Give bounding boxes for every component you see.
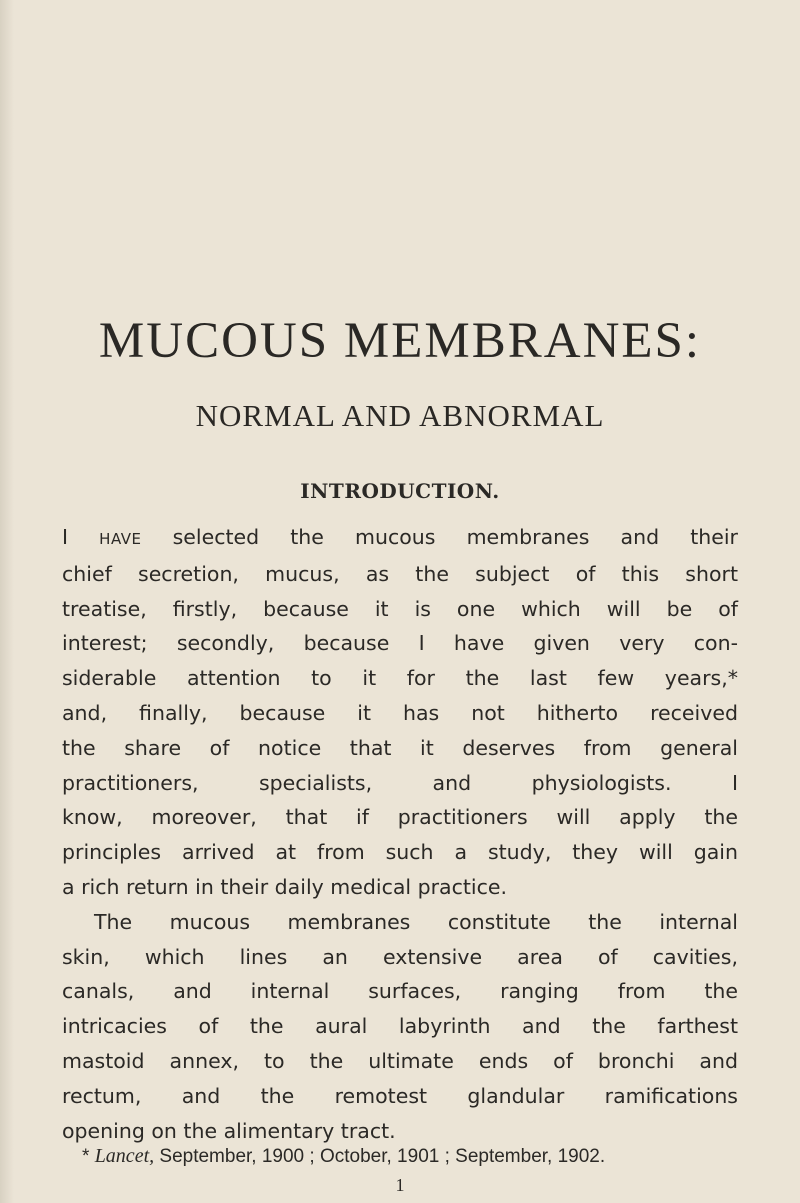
first-word: I [62,525,69,549]
text-line: opening on the alimentary tract. [62,1118,396,1143]
first-word-smallcaps: HAVE [99,530,142,548]
text-line: and, finally, because it has not hitherto received [62,700,738,725]
text-line: mastoid annex, to the ultimate ends of bronchi and [62,1048,738,1073]
page-subtitle: NORMAL AND ABNORMAL [195,398,605,433]
text-line: know, moreover, that if practitioners will apply the [62,805,738,830]
page-number: 1 [395,1175,405,1195]
text-line: I HAVE selected the mucous membranes and their [62,525,738,549]
page-spine-shadow [0,0,14,1203]
footnote-journal: Lancet, [94,1145,155,1167]
text-line: the share of notice that it deserves from general [62,735,738,760]
text-line: skin, which lines an extensive area of cavities, [62,944,738,969]
footnote [82,1146,742,1166]
body-text [62,520,738,1148]
text-line: treatise, firstly, because it is one which will be of [62,596,738,621]
page-title: MUCOUS MEMBRANES: [98,313,702,369]
text-line: interest; secondly, because I have given very con- [62,631,738,656]
text-line: rectum, and the remotest glandular ramifications [62,1083,738,1108]
section-heading: INTRODUCTION. [300,479,500,503]
text-line: chief secretion, mucus, as the subject of this short [62,561,738,586]
text-line: principles arrived at from such a study, they will gain [62,840,738,865]
text-line: siderable attention to it for the last few years,* [62,666,738,691]
footnote-dates: September, 1900 ; October, 1901 ; September, 1902. [159,1146,606,1167]
text-line: a rich return in their daily medical practice. [62,874,508,899]
text-line: intricacies of the aural labyrinth and the farthest [62,1014,738,1039]
text-line: canals, and internal surfaces, ranging from the [62,979,738,1004]
footnote-marker: * [82,1146,90,1167]
text-line: practitioners, specialists, and physiologists. I [62,770,738,795]
text-line-paragraph-start: The mucous membranes constitute the internal [94,909,738,934]
